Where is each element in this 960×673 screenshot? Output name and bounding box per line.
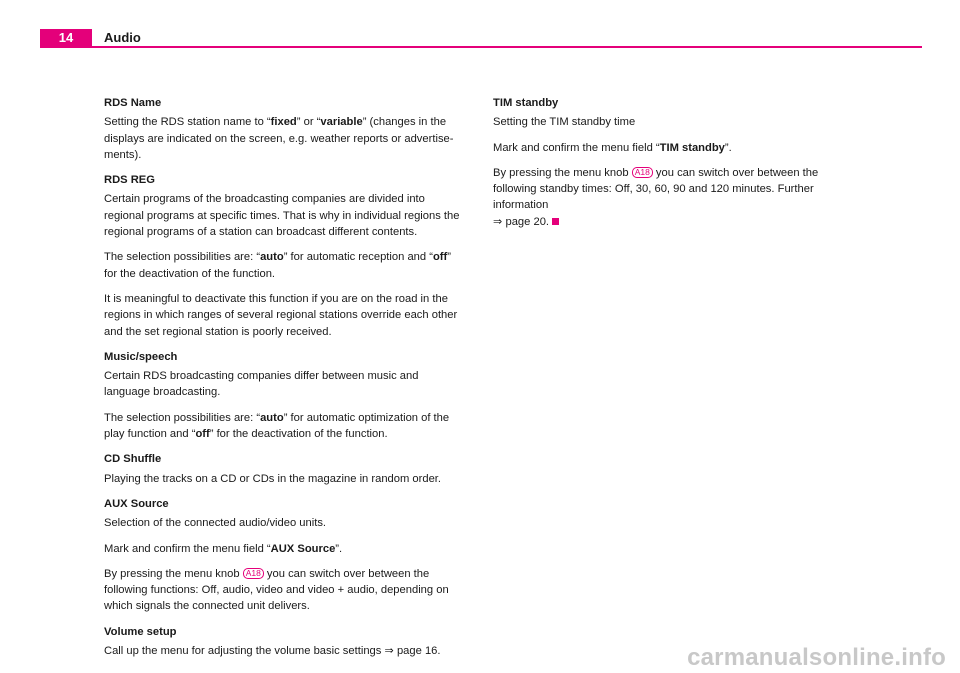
paragraph-music-speech-2 [104,410,466,443]
heading-rds-name: RDS Name [104,97,162,109]
page-reference-link[interactable]: ⇒ page 16. [384,645,441,658]
option-auto: auto [260,251,284,264]
paragraph-tim-standby-2 [493,140,855,156]
option-off: off [195,428,210,441]
text: The selection possibilities are: “ [104,251,261,264]
heading-volume-setup: Volume setup [104,625,177,638]
text: By pressing the menu knob [104,567,243,580]
text: ” (changes in the displays are indicated on the screen, e.g. weather reports or advertise-ments). [104,116,454,161]
paragraph-aux-source-1: Selection of the connected audio/video units. [104,517,327,530]
text: ” or “ [296,116,321,129]
option-auto: auto [260,411,284,424]
menu-knob-reference-icon: A18 [243,568,264,579]
text: you can switch over between the following standby times: Off, 30, 60, 90 and 120 minutes. Further information [493,166,819,212]
left-column [104,95,466,668]
menu-field-aux-source: AUX Source [270,542,336,555]
paragraph-music-speech-1: Certain RDS broadcasting companies differ between music and language broadcasting. [104,370,419,399]
text: ” for automatic reception and “ [283,251,433,264]
paragraph-aux-source-2 [104,541,466,557]
page-header [40,29,922,49]
heading-rds-reg: RDS REG [104,174,155,187]
right-column [493,95,855,239]
text: The selection possibilities are: “ [104,411,261,424]
text: ”. [335,542,343,555]
heading-aux-source: AUX Source [104,497,169,510]
paragraph-rds-reg-1: Certain programs of the broadcasting companies are divided into regional programs at specific times. That is why in individual regions the regional programs of a station can broadcast different contents. [104,193,460,239]
section-end-icon [552,218,559,225]
menu-knob-reference-icon: A18 [632,167,653,178]
heading-tim-standby: TIM standby [493,97,559,109]
text: Call up the menu for adjusting the volume basic settings [104,645,385,658]
menu-field-tim-standby: TIM standby [659,141,725,154]
text: ”. [724,141,732,154]
option-fixed: fixed [270,116,297,129]
section-title: Audio [104,30,141,45]
paragraph-aux-source-3 [104,566,466,615]
text: By pressing the menu knob [493,166,632,179]
paragraph-volume-setup [104,643,466,659]
paragraph-tim-standby-1: Setting the TIM standby time [493,116,636,129]
option-off: off [432,251,448,264]
page-reference-link[interactable]: ⇒ page 20. [493,215,550,228]
heading-cd-shuffle: CD Shuffle [104,453,162,466]
text: Mark and confirm the menu field “ [493,141,660,154]
paragraph-tim-standby-3 [493,165,855,230]
text: Setting the RDS station name to “ [104,116,271,129]
text: ” for the deactivation of the function. [209,428,388,441]
header-divider [40,46,922,48]
paragraph-rds-reg-2 [104,249,466,282]
paragraph-cd-shuffle: Playing the tracks on a CD or CDs in the magazine in random order. [104,472,442,485]
text: ” for automatic optimization of the play function and “ [104,411,450,441]
paragraph-rds-name [104,114,466,163]
text: Mark and confirm the menu field “ [104,542,271,555]
option-variable: variable [320,116,363,129]
page-number-badge: 14 [40,29,92,47]
text: you can switch over between the following functions: Off, audio, video and video + audio, depending on which signals the connected unit delivers. [104,567,449,613]
text: ” for the deactivation of the function. [104,251,451,280]
heading-music-speech: Music/speech [104,350,178,363]
watermark: carmanualsonline.info [687,644,946,671]
paragraph-rds-reg-3: It is meaningful to deactivate this function if you are on the road in the regions in which ranges of several regional stations override each other and the set regional station is poorly received. [104,292,458,338]
